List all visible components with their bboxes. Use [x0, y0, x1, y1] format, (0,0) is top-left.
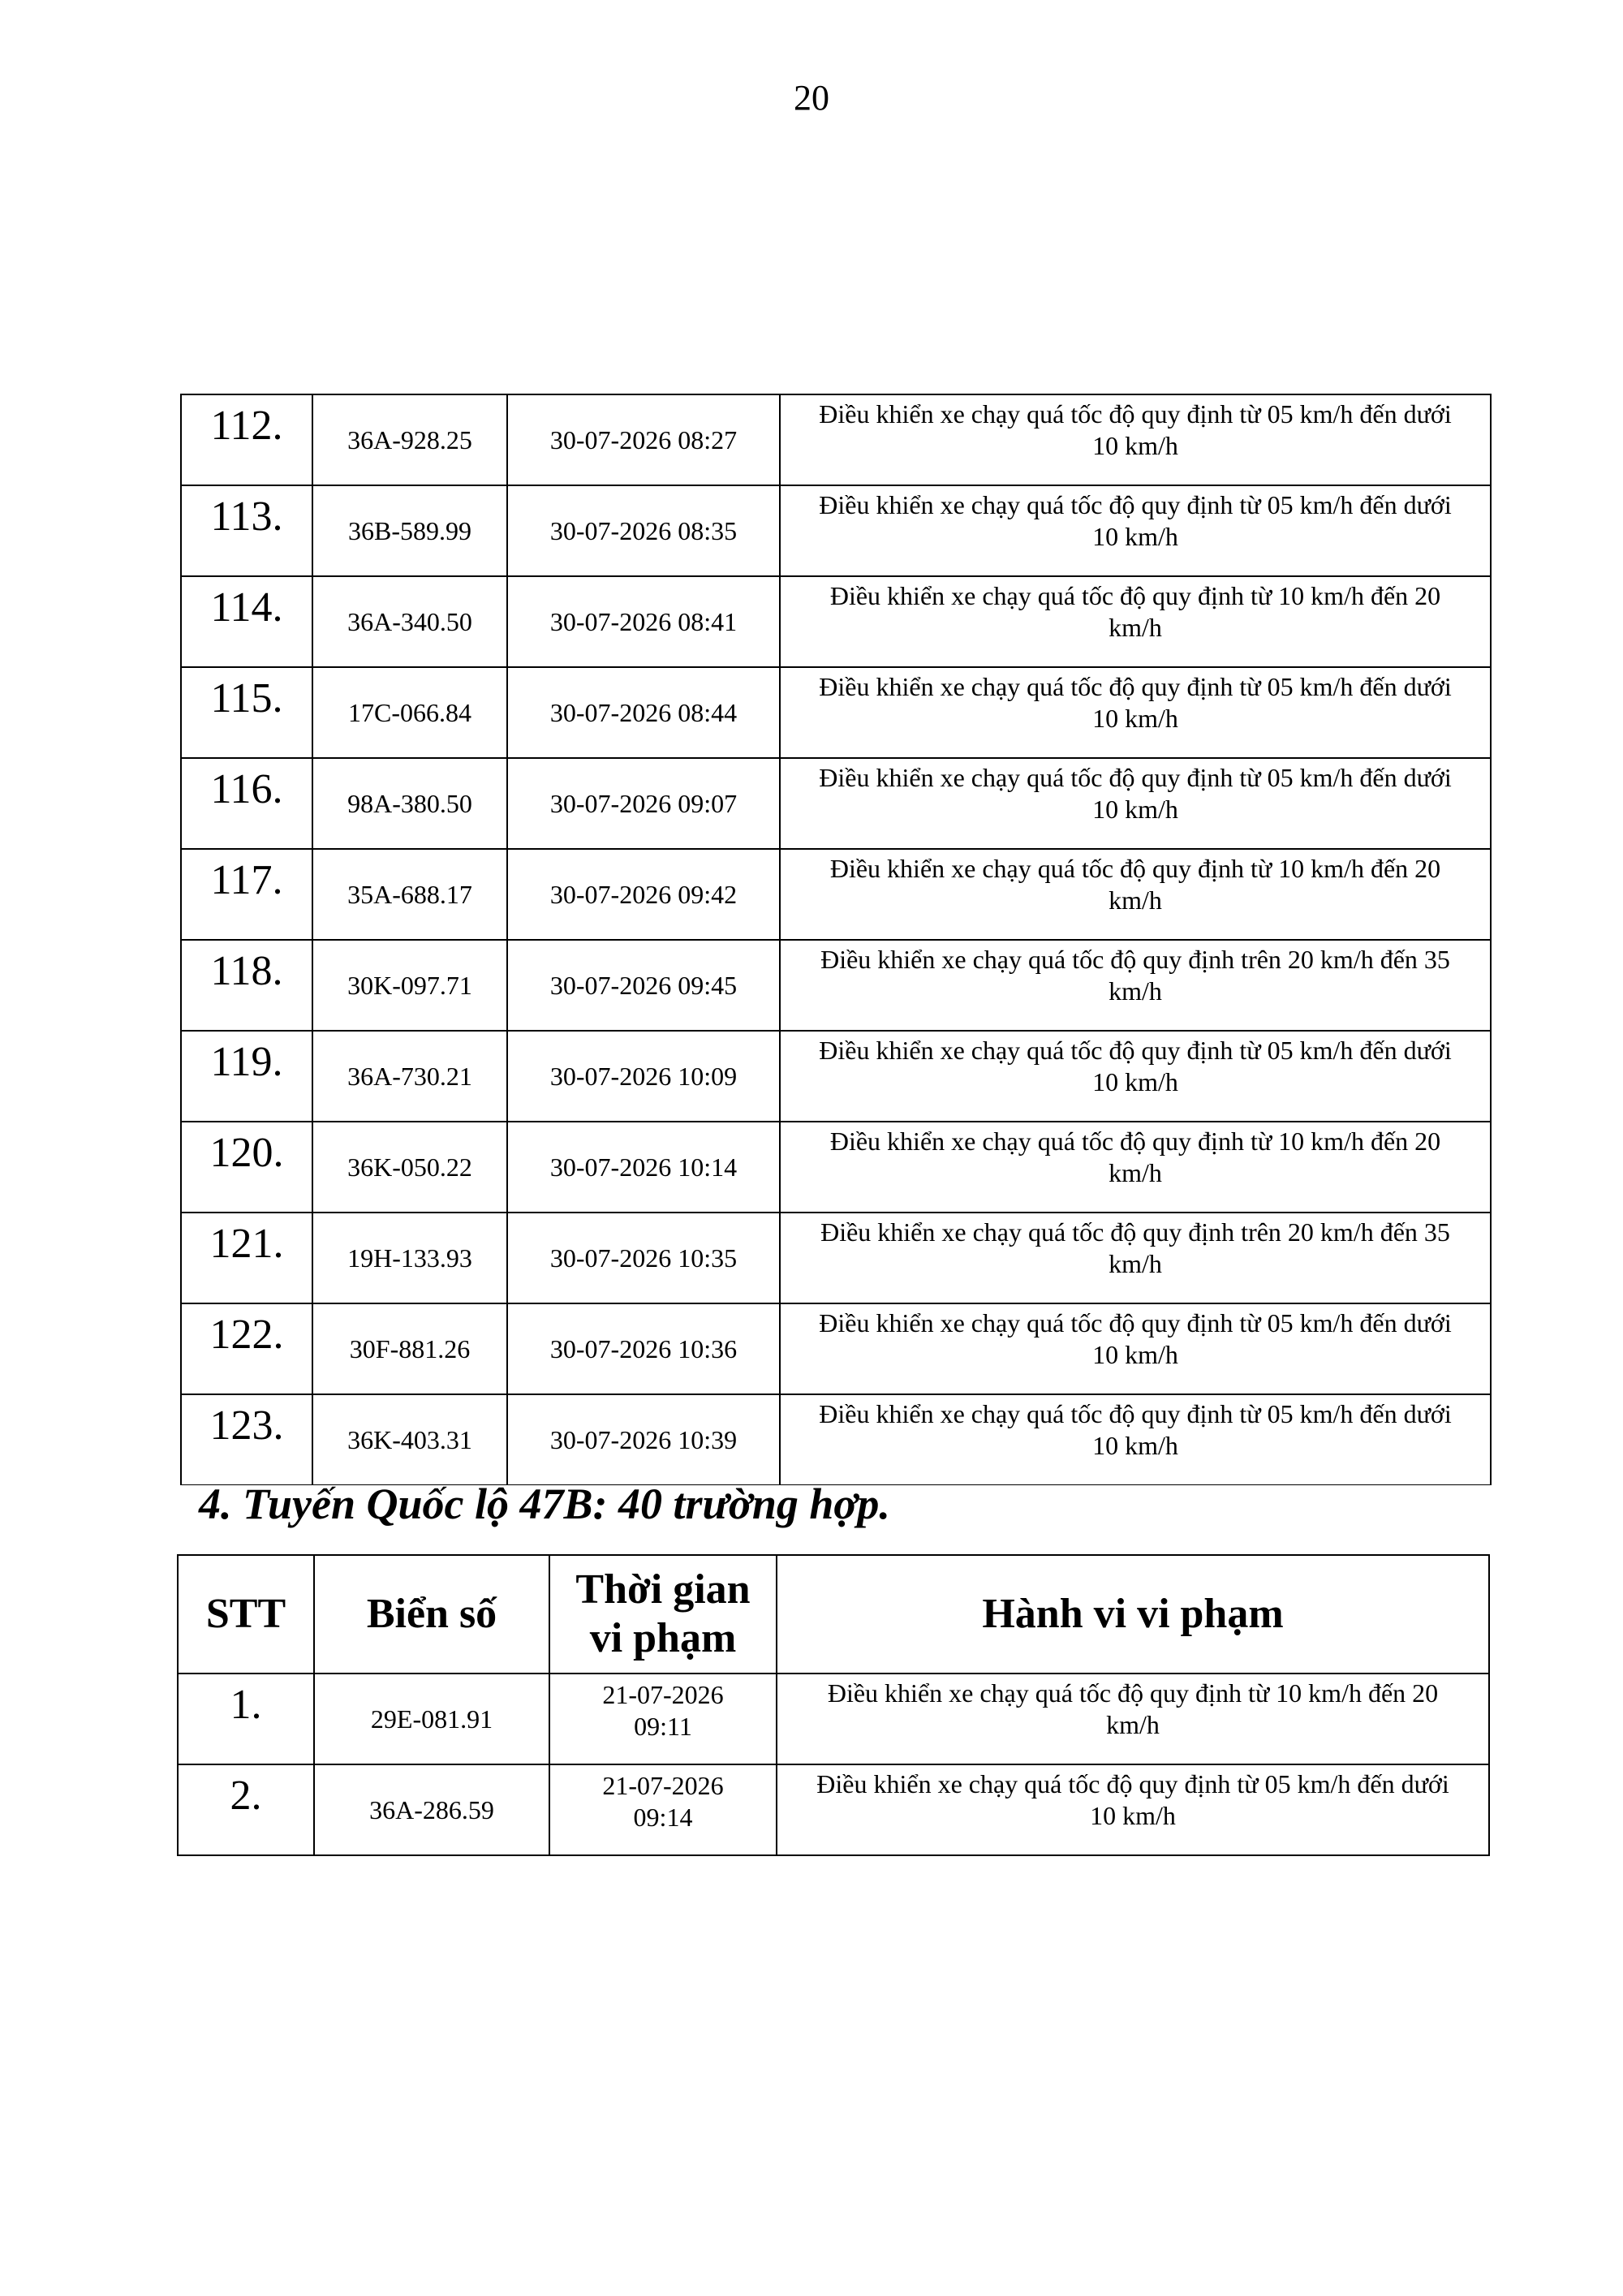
stt-cell: 115. — [181, 667, 312, 758]
time-cell — [549, 1764, 777, 1855]
violation-line: Điều khiển xe chạy quá tốc độ quy định từ 10 km/h đến 20 — [829, 1126, 1441, 1156]
header-time-line: vi phạm — [589, 1615, 737, 1661]
table-row — [178, 1674, 1489, 1764]
violation-line: Điều khiển xe chạy quá tốc độ quy định từ 05 km/h đến dưới — [819, 1036, 1452, 1065]
time-cell: 30-07-2026 08:44 — [507, 667, 780, 758]
time-date: 21-07-2026 — [602, 1680, 724, 1709]
violation-line: 10 km/h — [1092, 431, 1178, 460]
header-stt: STT — [178, 1555, 314, 1674]
stt-cell: 120. — [181, 1122, 312, 1213]
violation-line: Điều khiển xe chạy quá tốc độ quy định từ 10 km/h đến 20 — [829, 854, 1441, 883]
stt-cell: 118. — [181, 940, 312, 1031]
plate-cell: 30F-881.26 — [312, 1303, 507, 1394]
time-cell: 30-07-2026 08:27 — [507, 394, 780, 485]
violation-line: 10 km/h — [1092, 704, 1178, 733]
header-plate: Biển số — [314, 1555, 549, 1674]
time-cell: 30-07-2026 08:35 — [507, 485, 780, 576]
stt-cell: 116. — [181, 758, 312, 849]
time-cell: 30-07-2026 08:41 — [507, 576, 780, 667]
header-time-line: Thời gian — [575, 1566, 751, 1613]
table-header-row — [178, 1555, 1489, 1674]
stt-cell: 122. — [181, 1303, 312, 1394]
table-row — [181, 394, 1491, 485]
violation-line: Điều khiển xe chạy quá tốc độ quy định từ 10 km/h đến 20 — [829, 581, 1441, 610]
time-cell: 30-07-2026 10:09 — [507, 1031, 780, 1122]
violation-cell — [780, 1303, 1491, 1394]
plate-cell: 30K-097.71 — [312, 940, 507, 1031]
stt-cell: 121. — [181, 1213, 312, 1303]
violation-cell — [780, 1394, 1491, 1485]
stt-cell: 117. — [181, 849, 312, 940]
violation-line: Điều khiển xe chạy quá tốc độ quy định từ 05 km/h đến dưới — [819, 763, 1452, 792]
violation-cell — [780, 576, 1491, 667]
plate-cell: 36A-730.21 — [312, 1031, 507, 1122]
table-row — [178, 1764, 1489, 1855]
plate-cell: 36A-928.25 — [312, 394, 507, 485]
time-clock: 09:14 — [633, 1803, 693, 1832]
plate-cell: 29E-081.91 — [314, 1674, 549, 1764]
page-number: 20 — [794, 78, 829, 118]
plate-cell: 36K-050.22 — [312, 1122, 507, 1213]
violation-cell — [780, 485, 1491, 576]
stt-cell: 1. — [178, 1674, 314, 1764]
violation-cell — [780, 758, 1491, 849]
time-cell: 30-07-2026 10:39 — [507, 1394, 780, 1485]
violation-cell — [780, 1213, 1491, 1303]
violation-line: 10 km/h — [1092, 1340, 1178, 1369]
violation-line: km/h — [1109, 1249, 1162, 1278]
violation-cell — [780, 667, 1491, 758]
violation-line: km/h — [1109, 885, 1162, 915]
stt-cell: 2. — [178, 1764, 314, 1855]
violation-line: Điều khiển xe chạy quá tốc độ quy định từ 05 km/h đến dưới — [819, 490, 1452, 519]
time-cell: 30-07-2026 10:35 — [507, 1213, 780, 1303]
table-row — [181, 1303, 1491, 1394]
time-cell: 30-07-2026 10:14 — [507, 1122, 780, 1213]
violation-line: Điều khiển xe chạy quá tốc độ quy định từ 05 km/h đến dưới — [819, 399, 1452, 429]
table-row — [181, 667, 1491, 758]
stt-cell: 114. — [181, 576, 312, 667]
time-cell: 30-07-2026 10:36 — [507, 1303, 780, 1394]
stt-cell: 112. — [181, 394, 312, 485]
violation-cell — [780, 1031, 1491, 1122]
violation-cell — [780, 1122, 1491, 1213]
violation-line: 10 km/h — [1092, 1431, 1178, 1460]
violation-line: Điều khiển xe chạy quá tốc độ quy định từ 05 km/h đến dưới — [819, 1308, 1452, 1338]
table-row — [181, 940, 1491, 1031]
violation-cell — [780, 394, 1491, 485]
time-cell: 30-07-2026 09:42 — [507, 849, 780, 940]
table-row — [181, 576, 1491, 667]
violation-line: Điều khiển xe chạy quá tốc độ quy định trên 20 km/h đến 35 — [820, 1217, 1450, 1247]
violation-line: km/h — [1109, 976, 1162, 1006]
stt-cell: 119. — [181, 1031, 312, 1122]
violation-line: km/h — [1106, 1710, 1160, 1739]
time-clock: 09:11 — [634, 1712, 692, 1741]
violation-line: Điều khiển xe chạy quá tốc độ quy định từ 05 km/h đến dưới — [816, 1769, 1449, 1798]
stt-cell: 113. — [181, 485, 312, 576]
header-violation: Hành vi vi phạm — [777, 1555, 1489, 1674]
table-row — [181, 485, 1491, 576]
plate-cell: 98A-380.50 — [312, 758, 507, 849]
plate-cell: 36K-403.31 — [312, 1394, 507, 1485]
violation-line: 10 km/h — [1092, 795, 1178, 824]
table-row — [181, 1394, 1491, 1485]
violation-cell — [780, 849, 1491, 940]
time-cell — [549, 1674, 777, 1764]
plate-cell: 17C-066.84 — [312, 667, 507, 758]
violation-cell — [777, 1674, 1489, 1764]
plate-cell: 36A-340.50 — [312, 576, 507, 667]
violation-line: km/h — [1109, 1158, 1162, 1187]
violations-table-continued — [180, 394, 1492, 1485]
plate-cell: 36B-589.99 — [312, 485, 507, 576]
violations-table-ql47b — [177, 1554, 1490, 1856]
violation-line: 10 km/h — [1092, 522, 1178, 551]
violation-line: km/h — [1109, 613, 1162, 642]
stt-cell: 123. — [181, 1394, 312, 1485]
table-row — [181, 758, 1491, 849]
time-date: 21-07-2026 — [602, 1771, 724, 1800]
violation-line: Điều khiển xe chạy quá tốc độ quy định từ 05 km/h đến dưới — [819, 1399, 1452, 1428]
violation-line: Điều khiển xe chạy quá tốc độ quy định từ 10 km/h đến 20 — [827, 1678, 1439, 1708]
table-row — [181, 1031, 1491, 1122]
violation-line: 10 km/h — [1090, 1801, 1176, 1830]
header-time — [549, 1555, 777, 1674]
table-row — [181, 1213, 1491, 1303]
time-cell: 30-07-2026 09:45 — [507, 940, 780, 1031]
violation-cell — [777, 1764, 1489, 1855]
time-cell: 30-07-2026 09:07 — [507, 758, 780, 849]
violation-line: Điều khiển xe chạy quá tốc độ quy định trên 20 km/h đến 35 — [820, 945, 1450, 974]
violation-cell — [780, 940, 1491, 1031]
plate-cell: 19H-133.93 — [312, 1213, 507, 1303]
table-row — [181, 1122, 1491, 1213]
table-row — [181, 849, 1491, 940]
violation-line: 10 km/h — [1092, 1067, 1178, 1096]
plate-cell: 36A-286.59 — [314, 1764, 549, 1855]
plate-cell: 35A-688.17 — [312, 849, 507, 940]
violation-line: Điều khiển xe chạy quá tốc độ quy định từ 05 km/h đến dưới — [819, 672, 1452, 701]
section-title: 4. Tuyến Quốc lộ 47B: 40 trường hợp. — [199, 1480, 890, 1528]
